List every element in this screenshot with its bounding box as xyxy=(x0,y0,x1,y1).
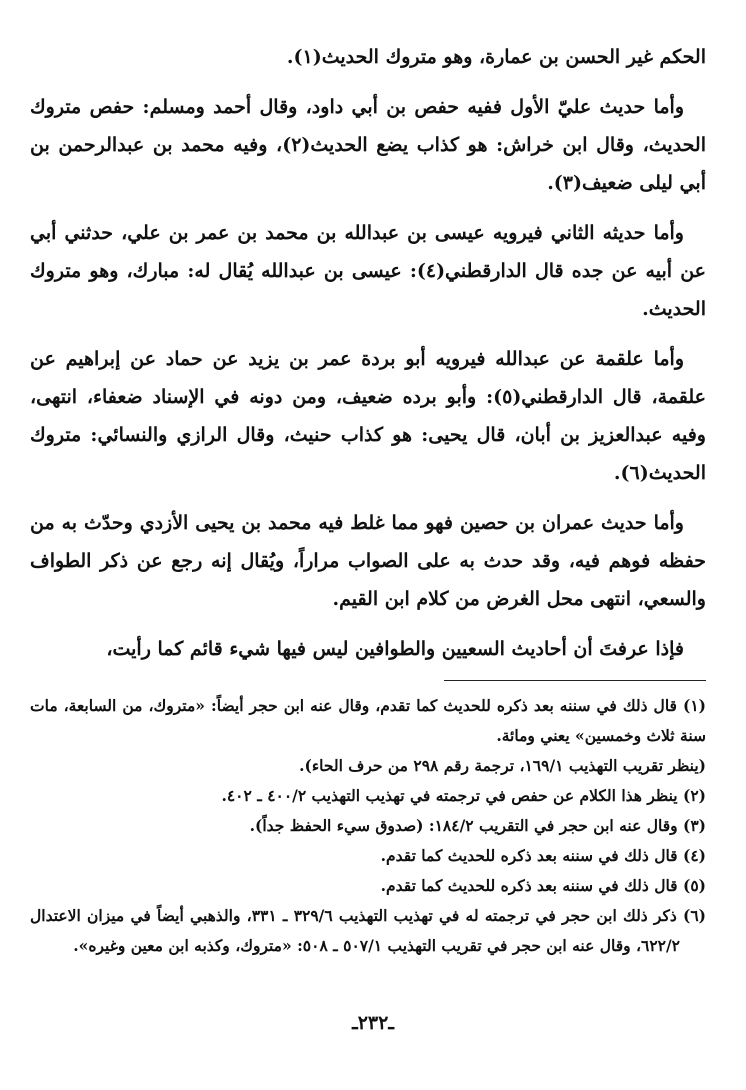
footnotes xyxy=(30,691,706,961)
footnote-3: (٣) وقال عنه ابن حجر في التقريب ١٨٤/٢: (صدوق سيء الحفظ جداً). xyxy=(249,816,706,835)
paragraph-6: فإذا عرفتَ أن أحاديث السعيين والطوافين ليس فيها شيء قائم كما رأيت، xyxy=(106,638,684,660)
footnote-1: (١) قال ذلك في سننه بعد ذكره للحديث كما تقدم، وقال عنه ابن حجر أيضاً: «متروك، من السابعة، مات سنة ثلاث وخمسين» يعني ومائة. xyxy=(30,696,706,745)
paragraph-5: وأما حديث عمران بن حصين فهو مما غلط فيه محمد بن يحيى الأزدي وحدّث به من حفظه فوهم فيه، وقد حدث به على الصواب مراراً، ويُقال إنه رجع عن ذكر الطواف والسعي، انتهى محل الغرض من كلام ابن القيم. xyxy=(30,512,706,610)
main-text xyxy=(30,38,706,668)
footnote-divider xyxy=(444,680,706,681)
footnote-4: (٤) قال ذلك في سننه بعد ذكره للحديث كما تقدم. xyxy=(380,846,706,865)
footnote-1-reference: (ينظر تقريب التهذيب ١٦٩/١، ترجمة رقم ٢٩٨ من حرف الحاء). xyxy=(299,756,706,775)
page-number: ـ٢٣٢ـ xyxy=(352,1012,394,1034)
footnote-6: (٦) ذكر ذلك ابن حجر في ترجمته له في تهذيب التهذيب ٣٢٩/٦ ـ ٣٣١، والذهبي أيضاً في ميزان الاعتدال ٦٢٢/٢، وقال عنه ابن حجر في تقريب التهذيب ٥٠٧/١ ـ ٥٠٨: «متروك، وكذبه ابن معين وغيره». xyxy=(30,906,707,955)
paragraph-2: وأما حديث عليّ الأول ففيه حفص بن أبي داود، وقال أحمد ومسلم: حفص متروك الحديث، وقال ابن خراش: هو كذاب يضع الحديث(٢)، وفيه محمد بن عبدالرحمن بن أبي ليلى ضعيف(٣). xyxy=(30,96,706,194)
page-body xyxy=(30,38,706,961)
footnote-2: (٢) ينظر هذا الكلام عن حفص في ترجمته في تهذيب التهذيب ٤٠٠/٢ ـ ٤٠٢. xyxy=(221,786,706,805)
paragraph-4: وأما علقمة عن عبدالله فيرويه أبو بردة عمر بن يزيد عن حماد عن إبراهيم عن علقمة، قال الدارقطني(٥): وأبو برده ضعيف، ومن دونه في الإسناد ضعفاء، انتهى، وفيه عبدالعزيز بن أبان، قال يحيى: هو كذاب حنيث، وقال الرازي والنسائي: متروك الحديث(٦). xyxy=(30,348,706,484)
footnote-5: (٥) قال ذلك في سننه بعد ذكره للحديث كما تقدم. xyxy=(380,876,706,895)
paragraph-3: وأما حديثه الثاني فيرويه عيسى بن عبدالله بن محمد بن عمر بن علي، حدثني أبي عن أبيه عن جده قال الدارقطني(٤): عيسى بن عبدالله يُقال له: مبارك، وهو متروك الحديث. xyxy=(30,222,707,320)
paragraph-1: الحكم غير الحسن بن عمارة، وهو متروك الحديث(١). xyxy=(286,46,706,68)
